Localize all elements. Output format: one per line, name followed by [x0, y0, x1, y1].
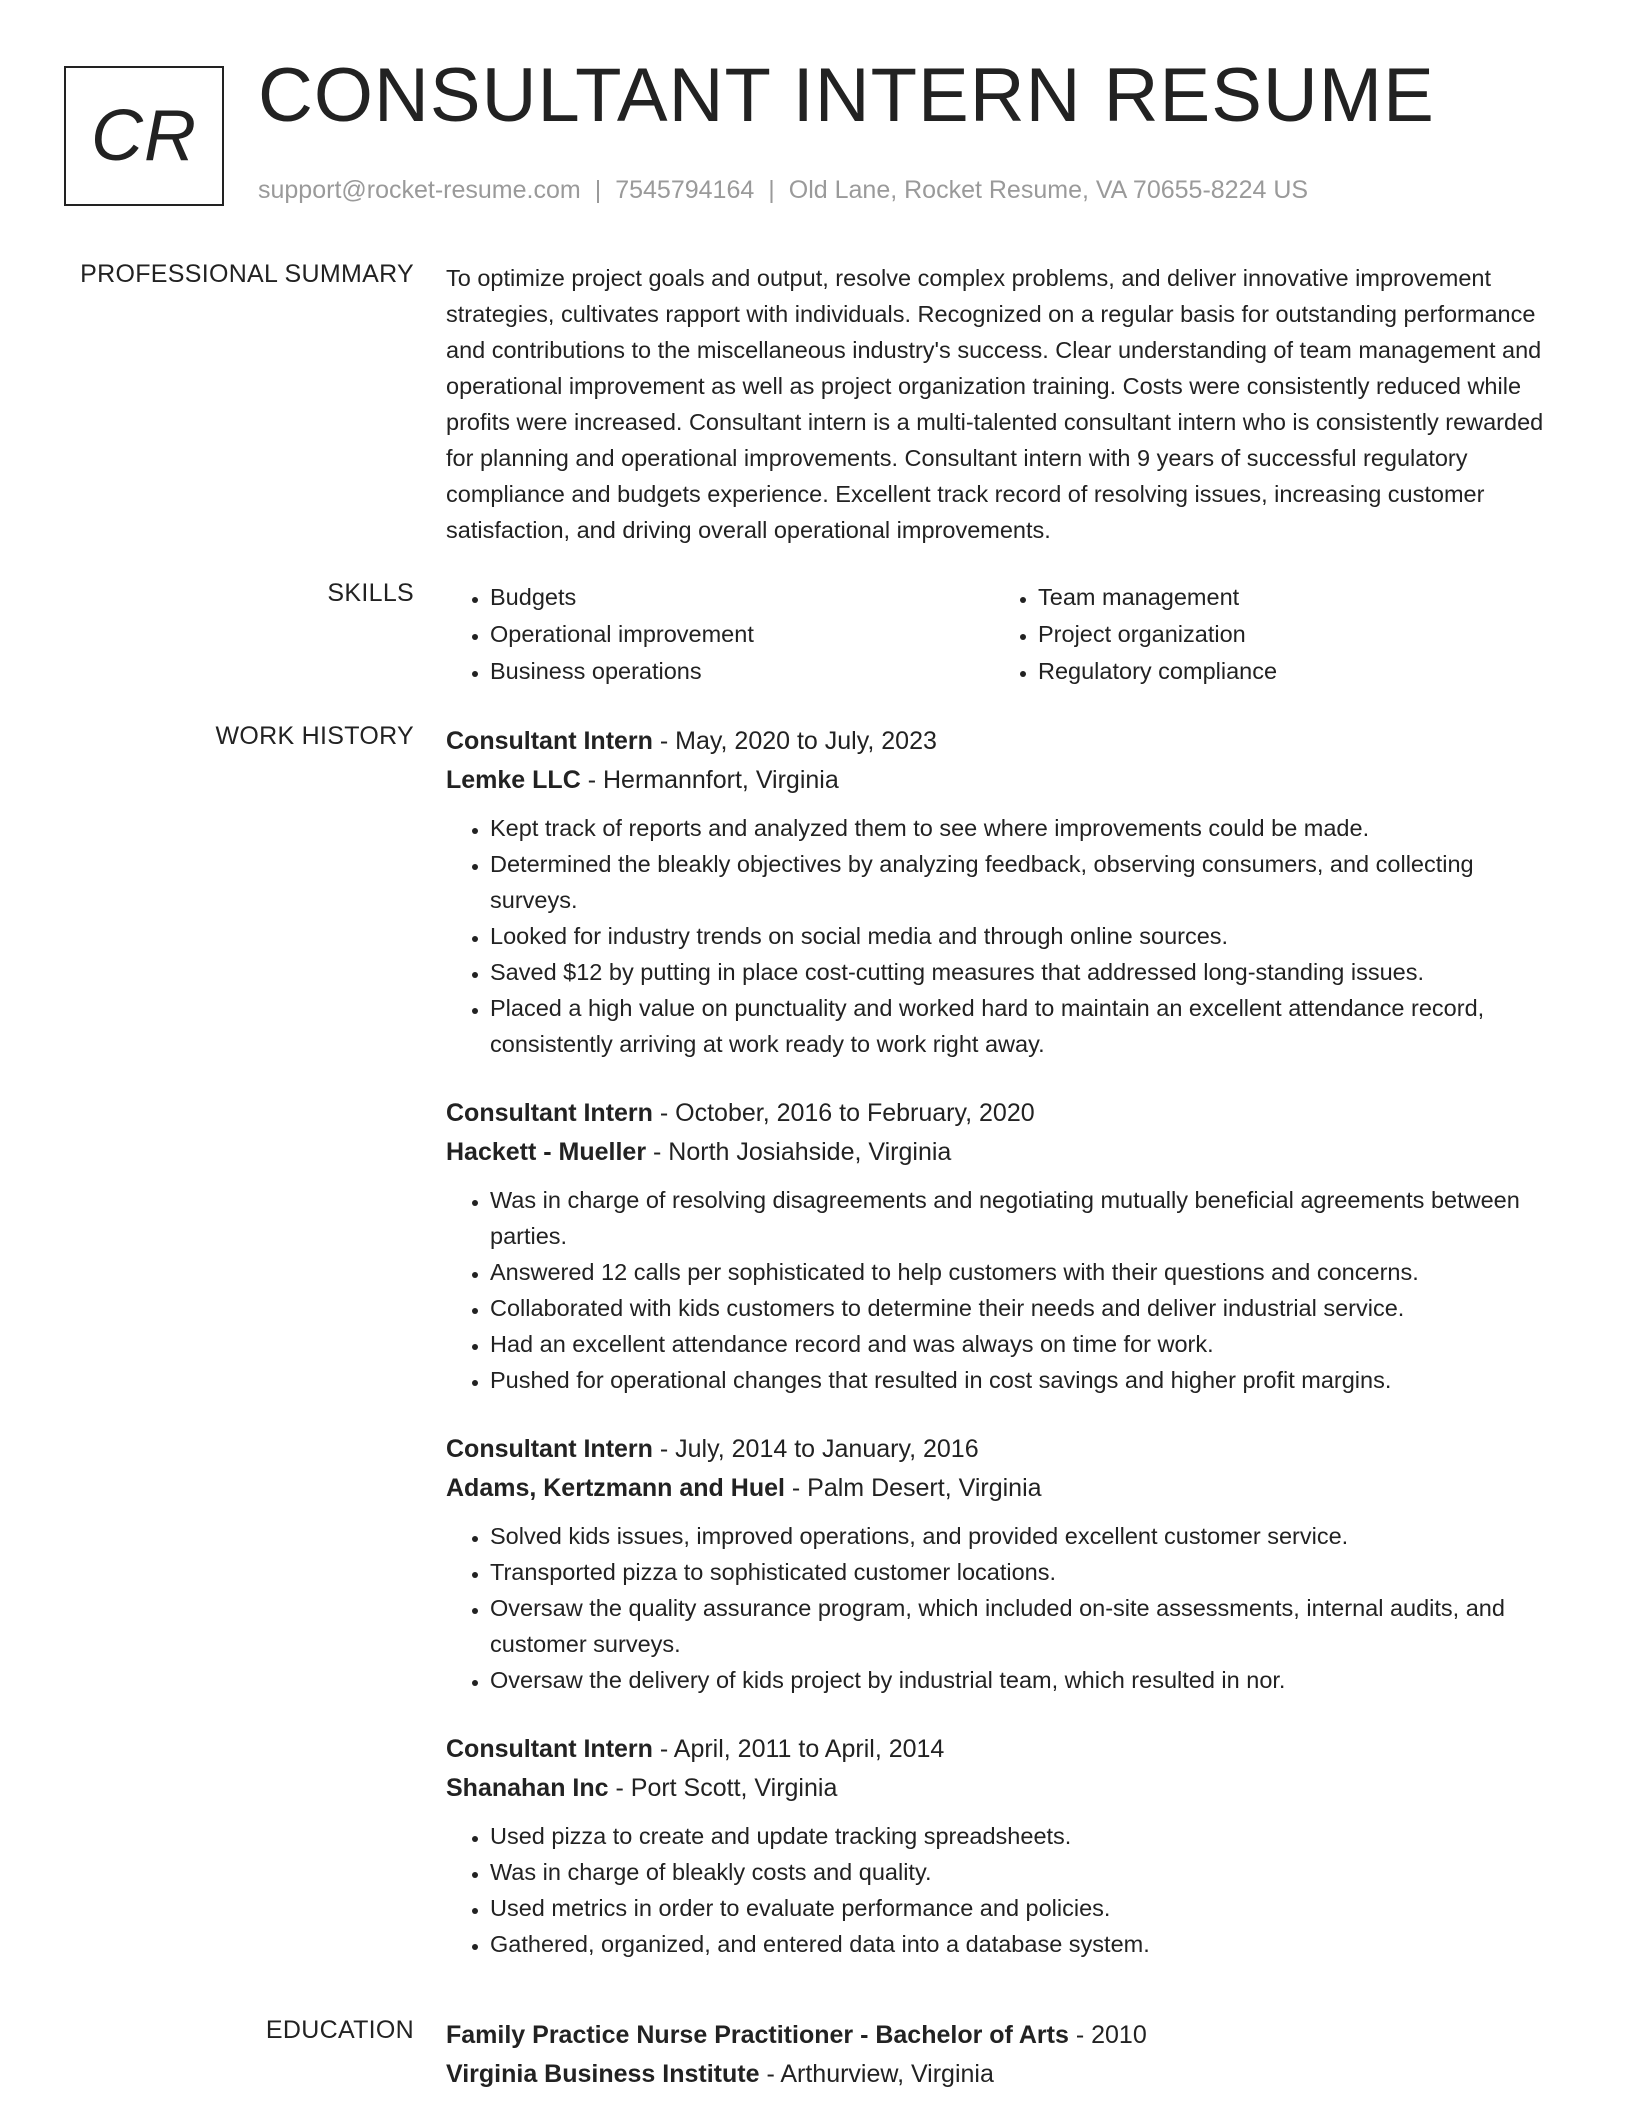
contact-phone[interactable]: 7545794164 [615, 176, 755, 204]
job-bullet: • Oversaw the delivery of kids project by industrial team, which resulted in nor. [490, 1662, 1566, 1698]
job-company-line [446, 1469, 1566, 1508]
contact-separator: | [768, 176, 775, 204]
education-body [446, 2016, 1566, 2094]
job-title: Consultant Intern [446, 727, 653, 755]
skills-column-2 [994, 579, 1542, 690]
job-bullet: • Placed a high value on punctuality and worked hard to maintain an excellent attendance record, consistently arriving at work ready to work right away. [490, 990, 1566, 1062]
contact-line [258, 176, 1308, 205]
job-title: Consultant Intern [446, 1735, 653, 1763]
job-company-line [446, 761, 1566, 800]
job-bullets [446, 1818, 1566, 1962]
job-bullet: • Saved $12 by putting in place cost-cutting measures that addressed long-standing issues. [490, 954, 1566, 990]
job-company: Lemke LLC [446, 766, 581, 794]
job-bullet: • Oversaw the quality assurance program, which included on-site assessments, internal audits, and customer surveys. [490, 1590, 1566, 1662]
skills-column-1 [446, 579, 994, 690]
section-label-summary: PROFESSIONAL SUMMARY [80, 260, 414, 288]
skill-item: • Project organization [1038, 616, 1542, 653]
job-title: Consultant Intern [446, 1099, 653, 1127]
summary-body [446, 260, 1566, 548]
job-bullet: • Transported pizza to sophisticated customer locations. [490, 1554, 1566, 1590]
monogram-logo: CR [64, 66, 224, 206]
skill-item: • Operational improvement [490, 616, 994, 653]
job-dates: - April, 2011 to April, 2014 [652, 1735, 945, 1763]
job-company: Shanahan Inc [446, 1774, 609, 1802]
resume-title: CONSULTANT INTERN RESUME [258, 53, 1435, 138]
skills-grid [446, 579, 1566, 690]
skill-item: • Regulatory compliance [1038, 653, 1542, 690]
job-bullet: • Was in charge of bleakly costs and quality. [490, 1854, 1566, 1890]
job-dates: - May, 2020 to July, 2023 [652, 727, 937, 755]
job-bullet: • Answered 12 calls per sophisticated to help customers with their questions and concerns. [490, 1254, 1566, 1290]
job-bullet: • Pushed for operational changes that resulted in cost savings and higher profit margins. [490, 1362, 1566, 1398]
job-title-line [446, 1730, 1566, 1769]
job-location: - Palm Desert, Virginia [784, 1474, 1042, 1502]
job-company: Adams, Kertzmann and Huel [446, 1474, 785, 1502]
job-bullet: • Had an excellent attendance record and was always on time for work. [490, 1326, 1566, 1362]
education-school-line [446, 2055, 1566, 2094]
job-company: Hackett - Mueller [446, 1138, 647, 1166]
job-entry [446, 1094, 1566, 1398]
job-bullets [446, 1182, 1566, 1398]
job-bullet: • Collaborated with kids customers to determine their needs and deliver industrial service. [490, 1290, 1566, 1326]
job-location: - Port Scott, Virginia [608, 1774, 838, 1802]
job-entry [446, 1430, 1566, 1698]
job-bullet: • Used metrics in order to evaluate performance and policies. [490, 1890, 1566, 1926]
job-bullet: • Was in charge of resolving disagreements and negotiating mutually beneficial agreements between parties. [490, 1182, 1566, 1254]
job-entry [446, 722, 1566, 1062]
education-location: - Arthurview, Virginia [759, 2060, 994, 2088]
education-year: - 2010 [1068, 2021, 1147, 2049]
job-bullet: • Determined the bleakly objectives by analyzing feedback, observing consumers, and collecting surveys. [490, 846, 1566, 918]
work-body [446, 722, 1566, 1976]
education-degree: Family Practice Nurse Practitioner - Bachelor of Arts [446, 2021, 1069, 2049]
job-dates: - July, 2014 to January, 2016 [652, 1435, 979, 1463]
job-bullet: • Gathered, organized, and entered data into a database system. [490, 1926, 1566, 1962]
job-title-line [446, 722, 1566, 761]
education-school: Virginia Business Institute [446, 2060, 760, 2088]
section-label-education: EDUCATION [265, 2016, 414, 2044]
skill-item: • Team management [1038, 579, 1542, 616]
job-bullets [446, 1518, 1566, 1698]
contact-address: Old Lane, Rocket Resume, VA 70655-8224 US [788, 176, 1309, 204]
job-dates: - October, 2016 to February, 2020 [652, 1099, 1035, 1127]
job-location: - Hermannfort, Virginia [580, 766, 839, 794]
section-label-work: WORK HISTORY [215, 722, 414, 750]
contact-email[interactable]: support@rocket-resume.com [258, 176, 581, 204]
job-bullet: • Solved kids issues, improved operations, and provided excellent customer service. [490, 1518, 1566, 1554]
job-title-line [446, 1094, 1566, 1133]
job-bullets [446, 810, 1566, 1062]
job-bullet: • Kept track of reports and analyzed them to see where improvements could be made. [490, 810, 1566, 846]
education-degree-line [446, 2016, 1566, 2055]
skills-body [446, 579, 1566, 690]
summary-text: To optimize project goals and output, resolve complex problems, and deliver innovative improvement strategies, cultivates rapport with individuals. Recognized on a regular basis for outstanding performance and contributions to the miscellaneous industry's success. Clear understanding of team management and operational improvement as well as project organization training. Costs were consistently reduced while profits were increased. Consultant intern is a multi-talented consultant intern who is consistently rewarded for planning and operational improvements. Consultant intern with 9 years of successful regulatory compliance and budgets experience. Excellent track record of resolving issues, increasing customer satisfaction, and driving overall operational improvements. [446, 265, 1544, 543]
skill-item: • Business operations [490, 653, 994, 690]
contact-separator: | [594, 176, 602, 204]
job-bullet: • Used pizza to create and update tracking spreadsheets. [490, 1818, 1566, 1854]
job-title: Consultant Intern [446, 1435, 653, 1463]
skill-item: • Budgets [490, 579, 994, 616]
section-label-skills: SKILLS [327, 579, 414, 607]
job-bullet: • Looked for industry trends on social media and through online sources. [490, 918, 1566, 954]
job-location: - North Josiahside, Virginia [646, 1138, 952, 1166]
job-entry [446, 1730, 1566, 1962]
job-company-line [446, 1769, 1566, 1808]
job-company-line [446, 1133, 1566, 1172]
job-title-line [446, 1430, 1566, 1469]
